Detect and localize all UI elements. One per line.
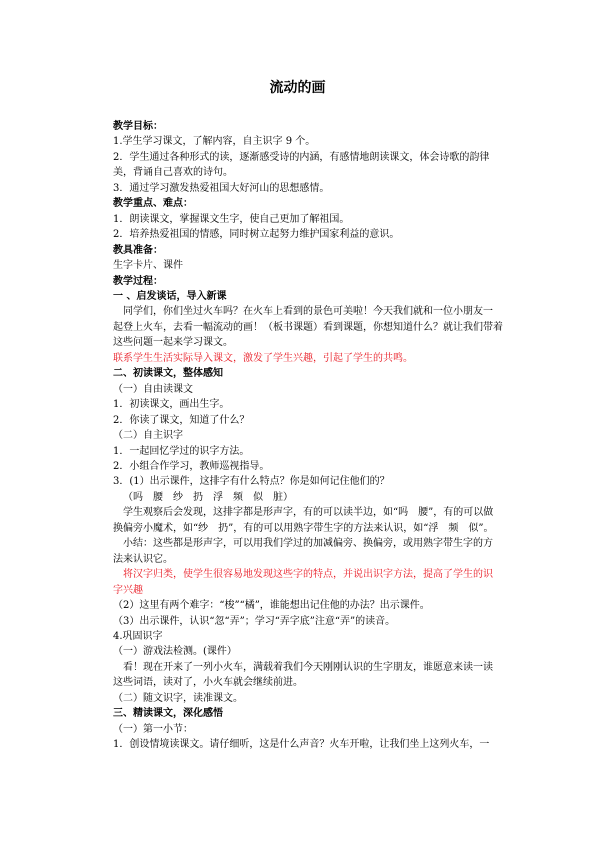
section-heading: 二、初读课文，整体感知	[113, 368, 223, 380]
paragraph-line: 学生观察后会发现，这排字都是形声字，有的可以读半边，如“吗 腰”，有的可以做	[123, 507, 494, 519]
paragraph-line: （3）出示课件，认识“忽“弄”；学习“弄字底”注意“弄”的读音。	[113, 615, 396, 627]
document-title: 流动的画	[269, 80, 326, 96]
paragraph-line: 起登上火车，去看一幅流动的画！（板书课题）看到课题，你想知道什么？就让我们带着	[113, 321, 503, 333]
paragraph-line: 生字卡片、课件	[113, 260, 183, 272]
paragraph-line: 2．小组合作学习，教师巡视指导。	[113, 460, 270, 472]
paragraph-line: 这些问题一起来学习课文。	[113, 337, 233, 349]
paragraph-line: 3．(1）出示课件，这排字有什么特点？你是如何记住他们的？	[113, 476, 390, 488]
paragraph-line: （2）这里有两个难字：“梭”“橘”，谁能想出记住他的办法？出示课件。	[113, 600, 430, 612]
paragraph-line: 小结：这些都是形声字，可以用我们学过的加减偏旁、换偏旁，或用熟字带生字的方	[123, 538, 493, 550]
section-heading: 教具准备：	[113, 244, 163, 256]
paragraph-line: 2．你读了课文，知道了什么？	[113, 414, 250, 426]
paragraph-line: 3．通过学习激发热爱祖国大好河山的思想感情。	[113, 182, 330, 194]
paragraph-line: 联系学生生活实际导入课文，激发了学生兴趣，引起了学生的共鸣。	[113, 352, 413, 364]
paragraph-line: 法来认识它。	[113, 553, 173, 565]
paragraph-line: 这些词语，读对了，小火车就会继续前进。	[113, 677, 303, 689]
paragraph-line: 美，背诵自己喜欢的诗句。	[113, 167, 233, 179]
paragraph-line: （一）自由读课文	[113, 383, 193, 395]
paragraph-line: 字兴趣	[113, 584, 143, 596]
section-heading: 教学目标：	[113, 121, 163, 132]
paragraph-line: （二）随文识字，读准课文。	[113, 692, 243, 704]
paragraph-line: 1．初读课文，画出生字。	[113, 399, 230, 411]
section-heading: 三、精读课文，深化感悟	[113, 708, 223, 720]
document-body	[113, 119, 505, 753]
paragraph-line: （一）游戏法检测。(课件）	[113, 646, 237, 658]
paragraph-line: 1．创设情境读课文。请仔细听，这是什么声音？火车开啦，让我们坐上这列火车，一	[113, 739, 490, 751]
section-heading: 一 、启发谈话，导入新课	[113, 290, 227, 302]
paragraph-line: 同学们，你们坐过火车吗？在火车上看到的景色可美啦！今天我们就和一位小朋友一	[123, 306, 493, 318]
section-heading: 教学过程：	[113, 275, 163, 287]
paragraph-line: 看！现在开来了一列小火车，满载着我们今天刚刚认识的生字朋友，谁愿意来读一读	[123, 661, 493, 673]
paragraph-line: 1.学生学习课文，了解内容，自主识字 9 个。	[113, 136, 316, 148]
paragraph-line: 将汉字归类，使学生很容易地发现这些字的特点，并说出识字方法，提高了学生的识	[123, 569, 493, 581]
paragraph-line: （二）自主识字	[113, 430, 183, 442]
paragraph-line: 4.巩固识字	[113, 630, 163, 642]
paragraph-line: （一）第一小节：	[113, 723, 193, 735]
paragraph-line: 换偏旁小魔术，如“纱 扔”，有的可以用熟字带生字的方法来认识，如“浮 频 似”。	[113, 522, 494, 534]
paragraph-line: 1．一起回忆学过的识字方法。	[113, 445, 250, 457]
section-heading: 教学重点、难点：	[113, 198, 193, 210]
paragraph-line: 2．学生通过各种形式的读，逐渐感受诗的内涵，有感情地朗读课文，体会诗歌的韵律	[113, 151, 490, 163]
paragraph-line: （吗 腰 纱 扔 浮 频 似 脏）	[123, 491, 293, 503]
paragraph-line: 2．培养热爱祖国的情感，同时树立起努力维护国家利益的意识。	[113, 229, 400, 241]
paragraph-line: 1．朗读课文，掌握课文生字，使自己更加了解祖国。	[113, 213, 350, 225]
